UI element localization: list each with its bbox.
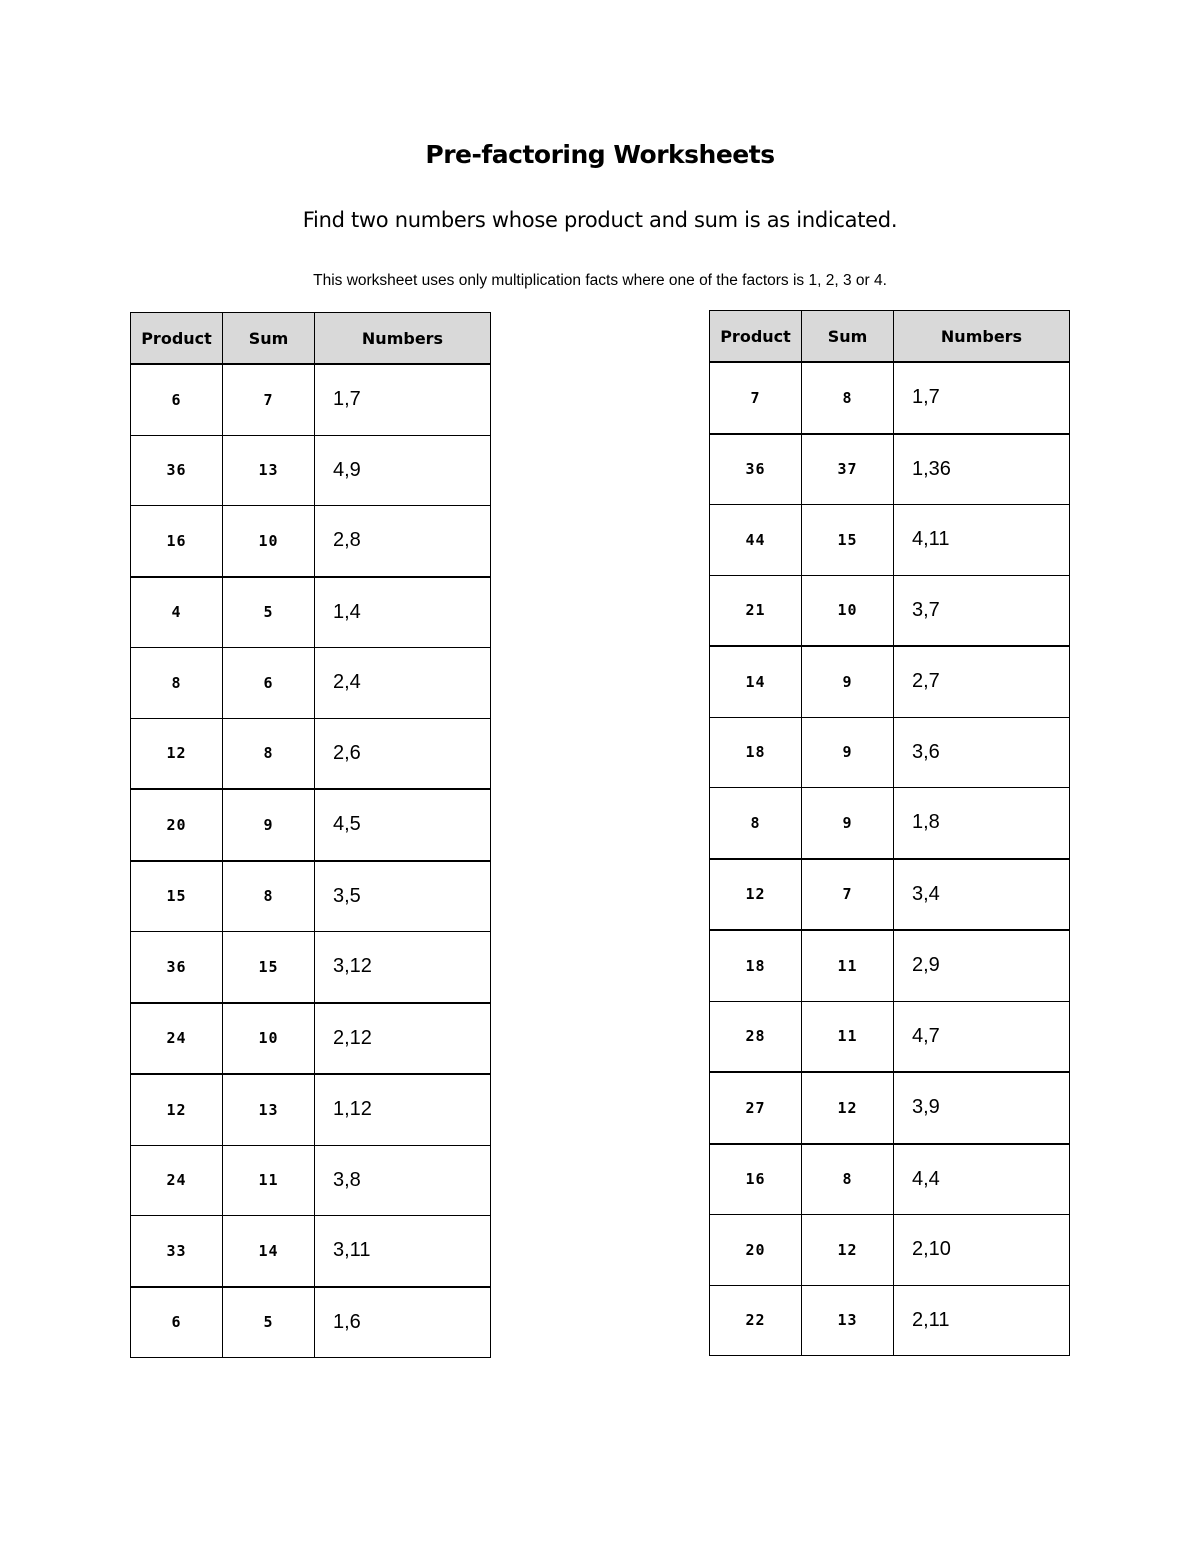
sum-cell: 10 (802, 575, 894, 646)
sum-cell: 12 (802, 1215, 894, 1286)
table-row (710, 788, 1070, 859)
numbers-cell[interactable]: 3,11 (315, 1216, 491, 1287)
table-row (710, 1001, 1070, 1072)
table-row (710, 575, 1070, 646)
sum-cell: 13 (802, 1285, 894, 1356)
sum-cell: 13 (223, 1074, 315, 1145)
sum-cell: 11 (802, 1001, 894, 1072)
sum-cell: 5 (223, 577, 315, 648)
sum-cell: 11 (802, 930, 894, 1001)
product-cell: 24 (131, 1145, 223, 1216)
sum-header: Sum (223, 313, 315, 365)
left-worksheet-table (130, 312, 491, 1358)
numbers-cell[interactable]: 2,4 (315, 648, 491, 719)
numbers-cell[interactable]: 1,12 (315, 1074, 491, 1145)
numbers-cell[interactable]: 3,9 (894, 1072, 1070, 1144)
numbers-cell[interactable]: 2,9 (894, 930, 1070, 1001)
numbers-cell[interactable]: 2,10 (894, 1215, 1070, 1286)
numbers-cell[interactable]: 3,5 (315, 861, 491, 932)
numbers-cell[interactable]: 3,7 (894, 575, 1070, 646)
header-row (131, 313, 491, 365)
product-cell: 12 (131, 718, 223, 789)
numbers-cell[interactable]: 4,9 (315, 435, 491, 506)
product-header: Product (710, 311, 802, 363)
table-row (131, 1003, 491, 1075)
numbers-cell[interactable]: 1,8 (894, 788, 1070, 859)
numbers-cell[interactable]: 1,7 (315, 364, 491, 435)
sum-cell: 9 (802, 646, 894, 717)
table-row (710, 717, 1070, 788)
worksheet-note: This worksheet uses only multiplication facts where one of the factors is 1, 2, 3 or 4. (313, 272, 887, 289)
table-row (131, 718, 491, 789)
numbers-cell[interactable]: 4,4 (894, 1144, 1070, 1215)
sum-cell: 8 (223, 718, 315, 789)
numbers-cell[interactable]: 2,11 (894, 1285, 1070, 1356)
table-row (710, 1072, 1070, 1144)
product-cell: 16 (131, 506, 223, 577)
table-row (710, 1285, 1070, 1356)
table-row (710, 859, 1070, 931)
table-row (710, 930, 1070, 1001)
product-cell: 18 (710, 930, 802, 1001)
numbers-cell[interactable]: 1,36 (894, 434, 1070, 505)
product-cell: 36 (131, 932, 223, 1003)
numbers-cell[interactable]: 1,6 (315, 1287, 491, 1358)
product-cell: 8 (131, 648, 223, 719)
numbers-cell[interactable]: 2,8 (315, 506, 491, 577)
product-cell: 6 (131, 1287, 223, 1358)
numbers-cell[interactable]: 3,12 (315, 932, 491, 1003)
sum-cell: 6 (223, 648, 315, 719)
product-cell: 4 (131, 577, 223, 648)
sum-cell: 15 (802, 505, 894, 576)
table-row (131, 932, 491, 1003)
sum-cell: 7 (223, 364, 315, 435)
numbers-cell[interactable]: 3,8 (315, 1145, 491, 1216)
sum-header: Sum (802, 311, 894, 363)
product-cell: 36 (131, 435, 223, 506)
numbers-cell[interactable]: 2,6 (315, 718, 491, 789)
header-row (710, 311, 1070, 363)
product-cell: 22 (710, 1285, 802, 1356)
sum-cell: 8 (223, 861, 315, 932)
product-cell: 27 (710, 1072, 802, 1144)
product-cell: 28 (710, 1001, 802, 1072)
sum-cell: 8 (802, 362, 894, 434)
sum-cell: 13 (223, 435, 315, 506)
numbers-cell[interactable]: 1,7 (894, 362, 1070, 434)
table-row (710, 1215, 1070, 1286)
table-row (710, 434, 1070, 505)
product-cell: 6 (131, 364, 223, 435)
table-row (710, 362, 1070, 434)
product-header: Product (131, 313, 223, 365)
product-cell: 24 (131, 1003, 223, 1075)
product-cell: 20 (131, 789, 223, 861)
sum-cell: 10 (223, 506, 315, 577)
numbers-cell[interactable]: 4,11 (894, 505, 1070, 576)
sum-cell: 9 (802, 788, 894, 859)
sum-cell: 10 (223, 1003, 315, 1075)
product-cell: 8 (710, 788, 802, 859)
table-row (131, 435, 491, 506)
sum-cell: 8 (802, 1144, 894, 1215)
numbers-cell[interactable]: 3,6 (894, 717, 1070, 788)
numbers-cell[interactable]: 3,4 (894, 859, 1070, 931)
product-cell: 21 (710, 575, 802, 646)
product-cell: 33 (131, 1216, 223, 1287)
numbers-cell[interactable]: 4,7 (894, 1001, 1070, 1072)
numbers-header: Numbers (315, 313, 491, 365)
sum-cell: 7 (802, 859, 894, 931)
sum-cell: 5 (223, 1287, 315, 1358)
right-worksheet-table (709, 310, 1070, 1356)
table-row (131, 861, 491, 932)
product-cell: 20 (710, 1215, 802, 1286)
table-row (131, 364, 491, 435)
product-cell: 16 (710, 1144, 802, 1215)
product-cell: 44 (710, 505, 802, 576)
sum-cell: 9 (802, 717, 894, 788)
table-row (131, 506, 491, 577)
product-cell: 12 (131, 1074, 223, 1145)
table-row (131, 1216, 491, 1287)
numbers-cell[interactable]: 4,5 (315, 789, 491, 861)
product-cell: 18 (710, 717, 802, 788)
numbers-cell[interactable]: 1,4 (315, 577, 491, 648)
table-row (710, 646, 1070, 717)
page-title: Pre-factoring Worksheets (425, 140, 775, 169)
product-cell: 15 (131, 861, 223, 932)
table-row (710, 505, 1070, 576)
table-row (131, 1145, 491, 1216)
sum-cell: 12 (802, 1072, 894, 1144)
table-row (710, 1144, 1070, 1215)
sum-cell: 15 (223, 932, 315, 1003)
product-cell: 14 (710, 646, 802, 717)
instructions: Find two numbers whose product and sum is as indicated. (302, 208, 898, 232)
numbers-cell[interactable]: 2,12 (315, 1003, 491, 1075)
table-row (131, 648, 491, 719)
sum-cell: 14 (223, 1216, 315, 1287)
table-row (131, 1287, 491, 1358)
numbers-header: Numbers (894, 311, 1070, 363)
product-cell: 12 (710, 859, 802, 931)
numbers-cell[interactable]: 2,7 (894, 646, 1070, 717)
table-row (131, 1074, 491, 1145)
table-row (131, 789, 491, 861)
table-row (131, 577, 491, 648)
product-cell: 7 (710, 362, 802, 434)
sum-cell: 11 (223, 1145, 315, 1216)
product-cell: 36 (710, 434, 802, 505)
sum-cell: 9 (223, 789, 315, 861)
sum-cell: 37 (802, 434, 894, 505)
